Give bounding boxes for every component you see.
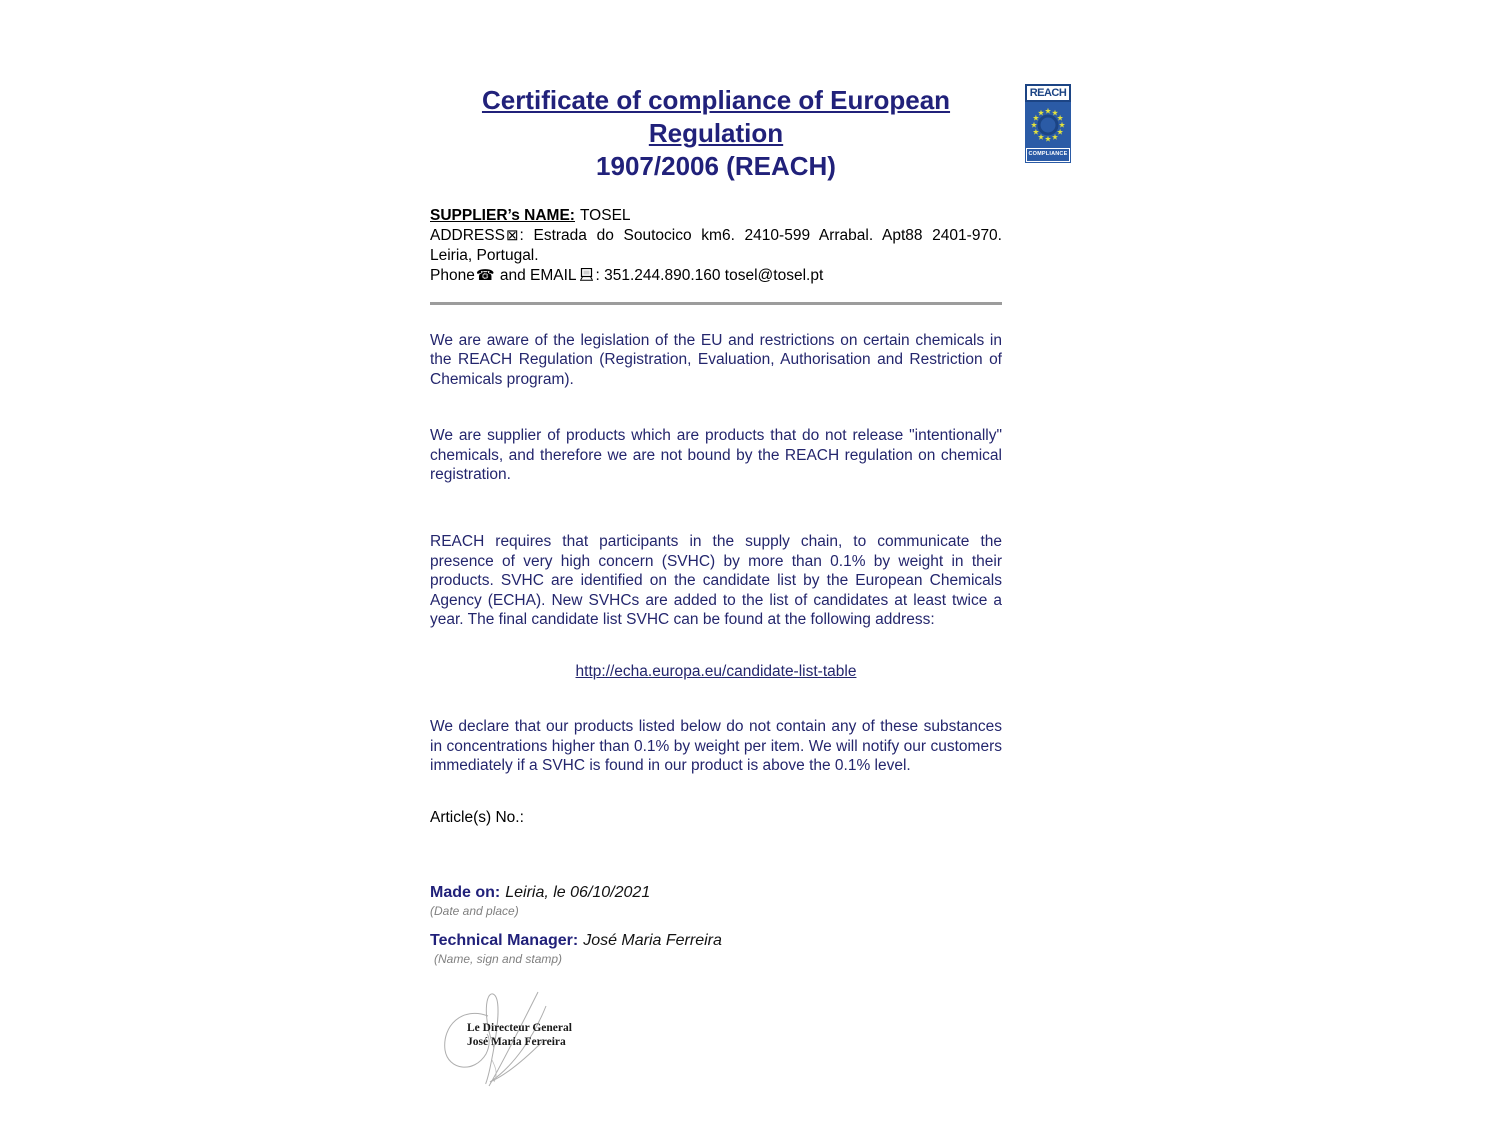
title-line-1: Certificate of compliance of European Regulation: [481, 85, 951, 148]
paragraph-reach-requirements: REACH requires that participants in the supply chain, to communicate the presence of very high concern (SVHC) by more than 0.1% by weight in their products. SVHC are identified on the candidate list by the European Chemicals Agency (ECHA). New SVHCs are added to the list of candidates at least twice a year. The final candidate list SVHC can be found at the following address:: [430, 533, 1002, 629]
technical-manager-value: José Maria Ferreira: [583, 931, 722, 949]
candidate-list-link[interactable]: http://echa.europa.eu/candidate-list-table: [575, 663, 857, 681]
phone-icon: ☎: [475, 267, 495, 284]
stamp-line-2: José Maria Ferreira: [467, 1035, 566, 1048]
signature-block: [432, 990, 612, 1102]
stamp-line-1: Le Directeur General: [467, 1021, 572, 1034]
supplier-address-line: [430, 226, 1002, 266]
address-value: : Estrada do Soutocico km6. 2410-599 Arrabal. Apt88 2401-970. Leiria, Portugal.: [430, 227, 1002, 264]
envelope-icon: ⊠: [505, 227, 519, 244]
reach-compliance-logo: [1025, 84, 1071, 163]
supplier-block: [430, 206, 1002, 287]
compliance-banner: [1025, 148, 1071, 163]
document-page: [430, 84, 1002, 1102]
technical-manager-label: Technical Manager:: [430, 931, 579, 949]
email-label: and EMAIL: [495, 267, 577, 284]
reach-logo-title: REACH: [1025, 84, 1071, 102]
contact-value: : 351.244.890.160 tosel@tosel.pt: [595, 267, 824, 284]
made-on-value: Leiria, le 06/10/2021: [505, 883, 651, 901]
phone-label: Phone: [430, 267, 475, 284]
supplier-contact-line: [430, 266, 1002, 287]
page-title: [430, 84, 1002, 183]
candidate-list-link-row: [430, 663, 1002, 681]
eu-stars-icon: [1025, 102, 1071, 148]
divider-rule: [430, 302, 1002, 305]
address-label: ADDRESS: [430, 227, 505, 244]
stamp-text: [467, 1021, 572, 1049]
technical-manager-line: [430, 932, 1002, 950]
supplier-name-line: [430, 206, 1002, 226]
computer-icon: [579, 267, 594, 287]
paragraph-declaration: We declare that our products listed below do not contain any of these substances in concentrations higher than 0.1% by weight per item. We will notify our customers immediately if a SVHC is found in our product is above the 0.1% level.: [430, 718, 1002, 775]
made-on-line: [430, 884, 1002, 902]
supplier-name-label: SUPPLIER’s NAME:: [430, 207, 575, 224]
date-place-note: (Date and place): [430, 903, 519, 918]
paragraph-supplier-statement: We are supplier of products which are products that do not release "intentionally" chemicals, and therefore we are not bound by the REACH regulation on chemical registration.: [430, 427, 1002, 484]
made-on-label: Made on:: [430, 883, 501, 901]
supplier-name-value: TOSEL: [579, 207, 631, 224]
article-no-label: Article(s) No.:: [430, 808, 524, 826]
name-sign-stamp-note: (Name, sign and stamp): [434, 951, 563, 966]
paragraph-eu-awareness: We are aware of the legislation of the EU and restrictions on certain chemicals in the REACH Regulation (Registration, Evaluation, Authorisation and Restriction of Chemicals program).: [430, 332, 1002, 388]
compliance-label: COMPLIANCE: [1026, 148, 1070, 162]
title-line-2: 1907/2006 (REACH): [596, 151, 836, 181]
